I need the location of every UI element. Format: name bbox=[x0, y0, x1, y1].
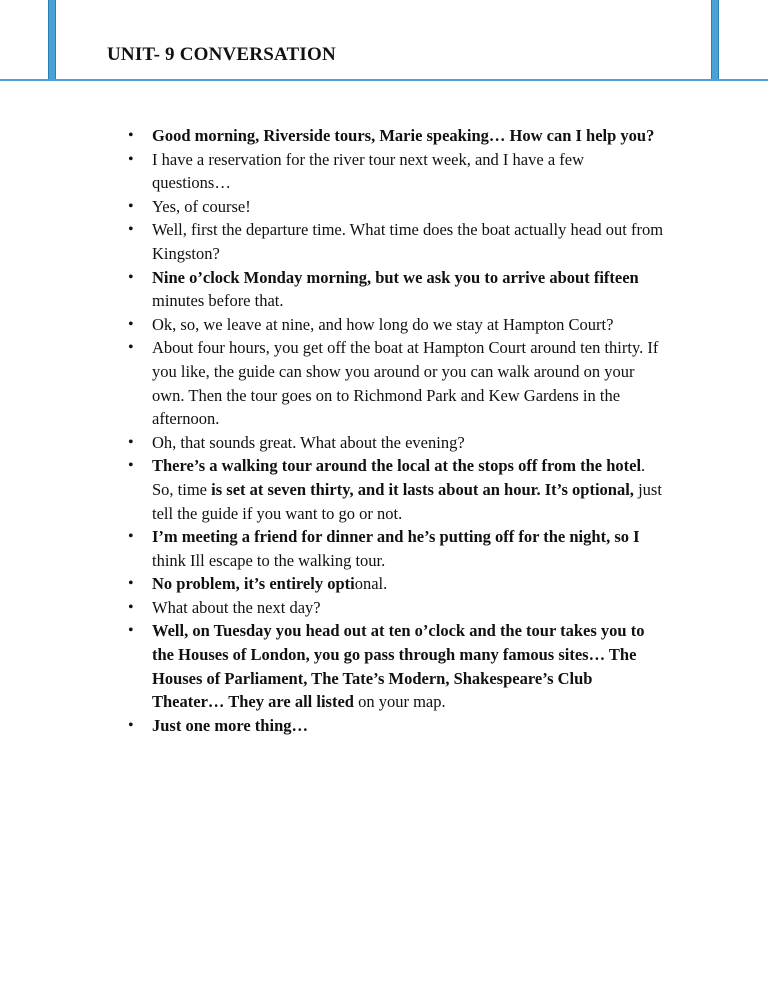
conversation-text: just tell the guide if you want to go or not. bbox=[152, 479, 662, 523]
conversation-text: minutes before that. bbox=[152, 291, 284, 311]
header-rule bbox=[0, 79, 768, 81]
conversation-line bbox=[124, 454, 664, 525]
page-border-right bbox=[711, 0, 719, 80]
conversation-text: is set at seven thirty, and it lasts about an hour. It’s optional, bbox=[211, 479, 634, 499]
conversation-line bbox=[124, 431, 664, 455]
conversation-line bbox=[124, 195, 664, 219]
conversation-line bbox=[124, 218, 664, 265]
conversation-line bbox=[124, 525, 664, 572]
conversation-line bbox=[124, 266, 664, 313]
conversation-text: Oh, that sounds great. What about the evening? bbox=[152, 432, 465, 452]
conversation-text: Just one more thing… bbox=[152, 715, 308, 735]
conversation-text: Ok, so, we leave at nine, and how long do we stay at Hampton Court? bbox=[152, 314, 614, 334]
page-border-left bbox=[48, 0, 56, 80]
conversation-text: I’m meeting a friend for dinner and he’s putting off for the night, so I bbox=[152, 527, 640, 547]
page-title: UNIT- 9 CONVERSATION bbox=[107, 44, 336, 65]
conversation-text: I have a reservation for the river tour next week, and I have a few questions… bbox=[152, 149, 585, 193]
conversation-text: think Ill escape to the walking tour. bbox=[152, 550, 386, 570]
conversation-text: Nine o’clock Monday morning, but we ask you to arrive about fifteen bbox=[152, 267, 639, 287]
conversation-text: onal. bbox=[354, 574, 388, 594]
conversation-text: Yes, of course! bbox=[152, 196, 251, 216]
conversation-text: Well, first the departure time. What time does the boat actually head out from Kingston? bbox=[152, 220, 664, 263]
conversation-text: . So, time bbox=[152, 456, 646, 499]
conversation-text: What about the next day? bbox=[152, 597, 321, 617]
conversation-line bbox=[124, 313, 664, 337]
conversation-line bbox=[124, 336, 664, 430]
conversation-line bbox=[124, 619, 664, 713]
conversation-line bbox=[124, 572, 664, 596]
conversation-text: No problem, it’s entirely opti bbox=[152, 574, 355, 594]
conversation-line bbox=[124, 148, 664, 195]
conversation-text: There’s a walking tour around the local at the stops off from the hotel bbox=[152, 456, 642, 476]
conversation-text: Well, on Tuesday you head out at ten o’clock and the tour takes you to the Houses of London, you go pass through many famous sites… The Houses of Parliament, The Tate’s Modern, Shakespeare’s Club Theater… They are all listed bbox=[152, 621, 645, 712]
conversation-line bbox=[124, 124, 664, 148]
conversation-text: Good morning, Riverside tours, Marie speaking… How can I help you? bbox=[152, 126, 655, 145]
conversation-list bbox=[124, 124, 664, 737]
conversation-line bbox=[124, 714, 664, 738]
conversation-line bbox=[124, 596, 664, 620]
conversation-text: About four hours, you get off the boat at Hampton Court around ten thirty. If you like, the guide can show you around or you can walk around on your own. Then the tour goes on to Richmond Park and Kew Gardens in the afternoon. bbox=[152, 338, 659, 429]
conversation-text: on your map. bbox=[358, 692, 446, 712]
